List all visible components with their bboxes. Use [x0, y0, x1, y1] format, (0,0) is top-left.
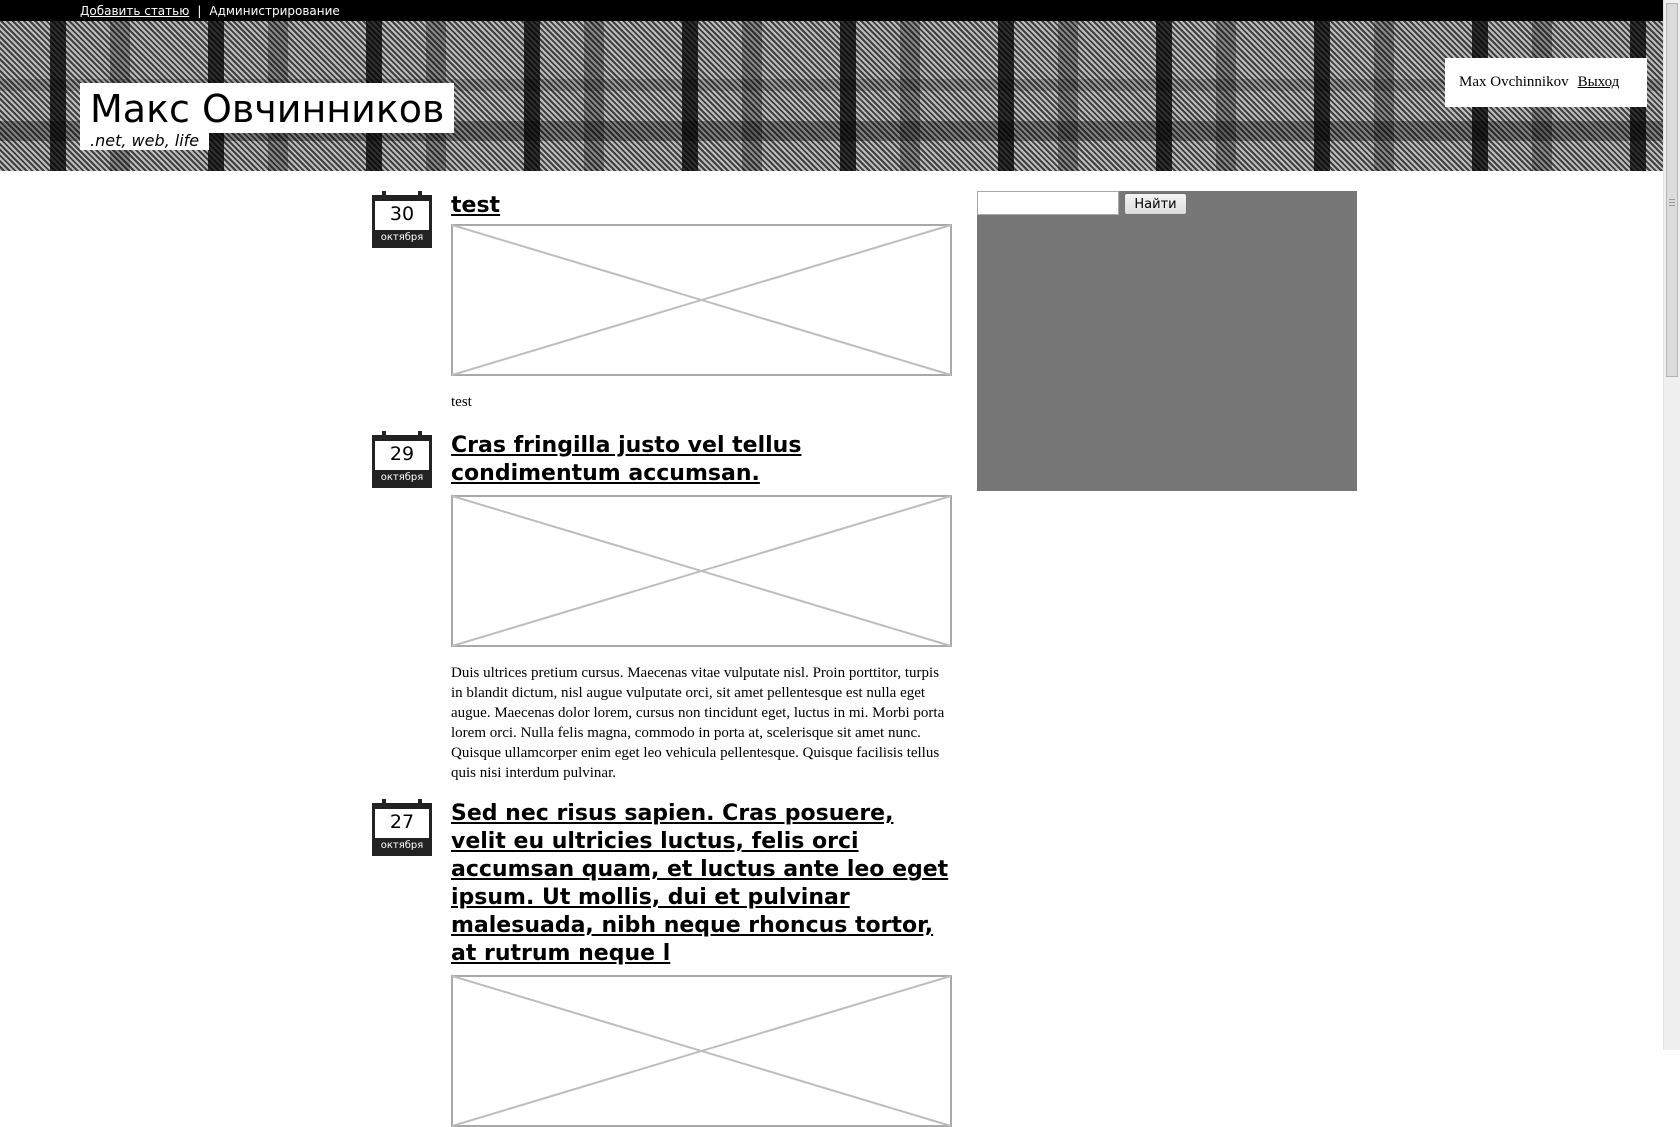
post-date-day: 30 — [389, 203, 415, 225]
search-button[interactable]: Найти — [1124, 193, 1187, 215]
user-name: Max Ovchinnikov — [1459, 74, 1569, 90]
post-title-link[interactable]: Cras fringilla justo vel tellus condimentum accumsan. — [451, 433, 802, 486]
logout-link[interactable]: Выход — [1577, 74, 1620, 90]
post-date-month: октября — [380, 232, 424, 243]
user-box — [1445, 58, 1647, 107]
image-placeholder-icon — [451, 495, 952, 647]
top-bar — [0, 0, 1663, 21]
post-date-calendar-icon — [372, 799, 432, 856]
post-date-day: 27 — [389, 811, 415, 833]
vertical-scrollbar[interactable] — [1663, 0, 1680, 1050]
site-header — [0, 21, 1663, 171]
admin-link[interactable]: Администрирование — [209, 4, 340, 18]
image-placeholder-icon — [451, 224, 952, 376]
link-separator: | — [197, 4, 202, 18]
image-placeholder-icon — [451, 975, 952, 1127]
post-body: Duis ultrices pretium cursus. Maecenas vitae vulputate nisl. Proin porttitor, turpis in blandit dictum, nisl augue vulputate orci, sit amet pellentesque est nulla eget augue. Maecenas dolor lorem, cursus non tincidunt eget, luctus in mi. Morbi porta lorem orci. Nulla felis magna, commodo in porta at, scelerisque sit amet nunc. Quisque ullamcorper enim eget leo vehicula pellentesque. Quisque facilisis tellus quis nisi interdum pulvinar. — [451, 665, 945, 781]
post-date-month: октября — [380, 472, 424, 483]
site-title[interactable]: Макс Овчинников — [80, 83, 454, 133]
sidebar — [977, 191, 1357, 491]
post-title-link[interactable]: test — [451, 193, 501, 218]
scrollbar-grip-icon — [1669, 198, 1675, 206]
add-article-link[interactable]: Добавить статью — [80, 4, 190, 18]
site-tagline: .net, web, life — [80, 131, 209, 150]
search-input[interactable] — [977, 191, 1119, 215]
admin-links — [80, 4, 340, 18]
blog-post — [451, 800, 952, 1127]
post-date-month: октября — [380, 840, 424, 851]
post-title-link[interactable]: Sed nec risus sapien. Cras posuere, velit eu ultricies luctus, felis orci accumsan quam, et luctus ante leo eget ipsum. Ut mollis, dui et pulvinar malesuada, nibh neque rhoncus tortor, at rutrum neque l — [451, 801, 949, 966]
blog-post — [451, 192, 952, 412]
scrollbar-thumb[interactable] — [1666, 3, 1678, 377]
blog-post — [451, 432, 952, 783]
post-body: test — [451, 394, 472, 410]
post-date-calendar-icon — [372, 431, 432, 488]
post-date-day: 29 — [389, 443, 415, 465]
post-date-calendar-icon — [372, 191, 432, 248]
